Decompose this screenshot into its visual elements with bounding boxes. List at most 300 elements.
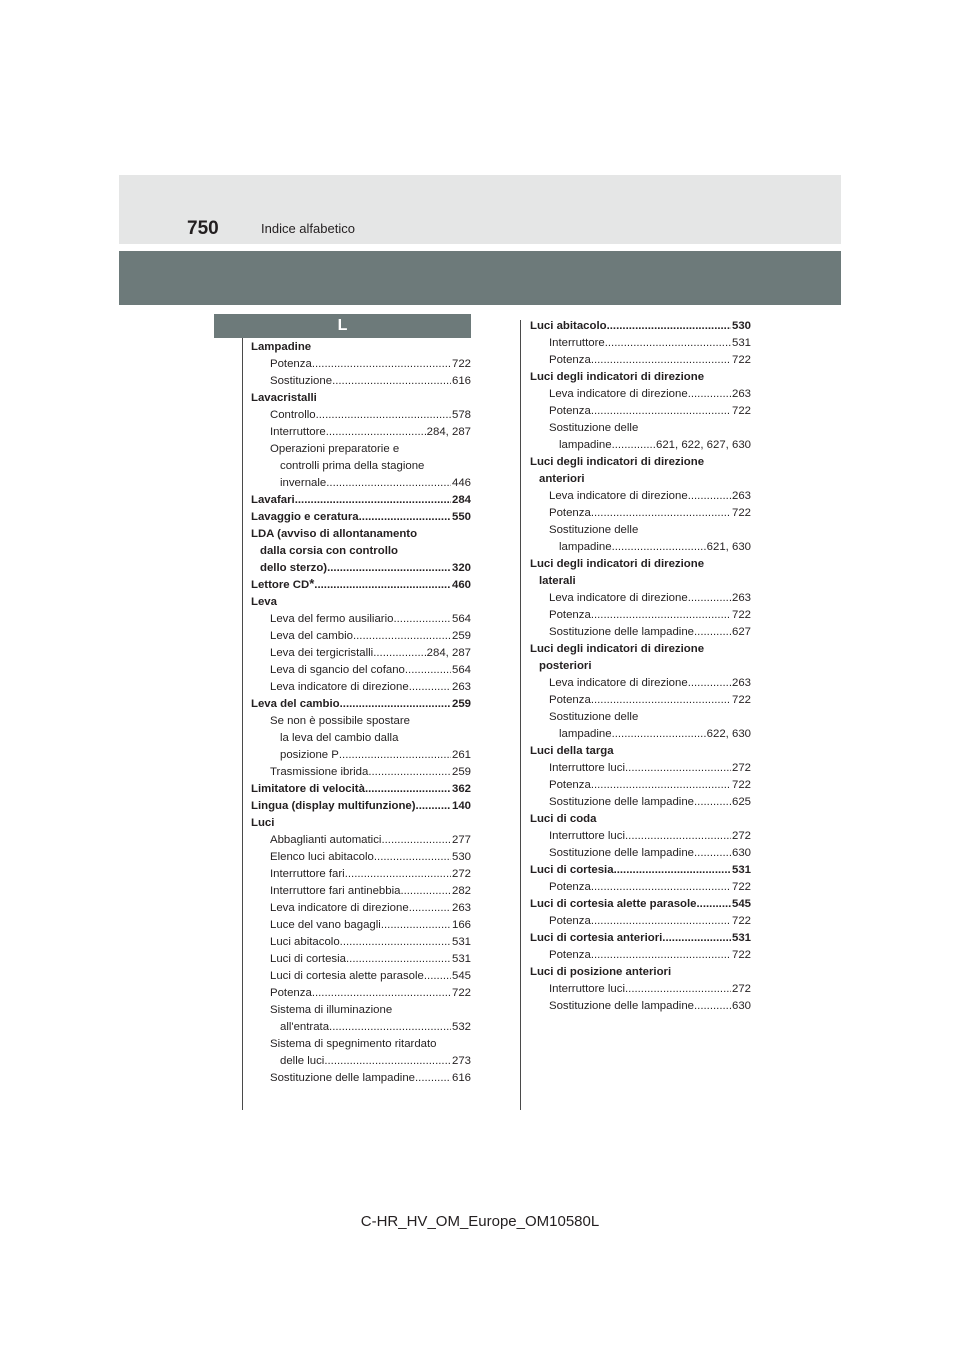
page-reference: 446 xyxy=(451,477,471,489)
entry-text: Leva del cambio xyxy=(251,698,340,710)
index-entry xyxy=(530,896,751,913)
index-entry xyxy=(530,607,751,624)
page-reference: 564 xyxy=(451,664,471,676)
entry-text: Interruttore luci xyxy=(549,830,625,842)
index-entry xyxy=(251,475,471,492)
index-entry xyxy=(530,981,751,998)
dot-leader xyxy=(353,628,451,645)
entry-text: Sistema di illuminazione xyxy=(270,1004,393,1016)
entry-text: Interruttore fari xyxy=(270,868,345,880)
page-reference: 621, 622, 627, 630 xyxy=(655,439,751,451)
dot-leader xyxy=(359,509,451,526)
entry-text: Luci di cortesia alette parasole xyxy=(530,898,697,910)
page-reference: 722 xyxy=(731,354,751,366)
page-reference: 531 xyxy=(731,864,751,876)
dot-leader xyxy=(340,934,451,951)
page-reference: 166 xyxy=(451,919,471,931)
dot-leader xyxy=(326,475,451,492)
entry-text: Potenza xyxy=(549,915,591,927)
index-entry xyxy=(251,832,471,849)
index-entry xyxy=(530,624,751,641)
index-entry xyxy=(530,369,751,386)
index-entry xyxy=(530,386,751,403)
entry-text: Potenza xyxy=(549,507,591,519)
page-reference: 284, 287 xyxy=(426,426,471,438)
column-rule-middle xyxy=(520,320,521,1110)
dot-leader xyxy=(405,662,451,679)
entry-text: Elenco luci abitacolo xyxy=(270,851,374,863)
entry-text: Luci di coda xyxy=(530,813,597,825)
dot-leader xyxy=(381,832,451,849)
page-reference: 277 xyxy=(451,834,471,846)
entry-text: Lingua (display multifunzione) xyxy=(251,800,416,812)
dot-leader xyxy=(694,845,731,862)
entry-text: posizione P xyxy=(280,749,339,761)
entry-text: Leva dei tergicristalli xyxy=(270,647,374,659)
entry-text: Sostituzione delle lampadine xyxy=(549,1000,695,1012)
index-entry xyxy=(530,692,751,709)
index-entry xyxy=(530,522,751,539)
page-reference: 722 xyxy=(731,949,751,961)
index-entry xyxy=(530,352,751,369)
entry-text: Leva del cambio xyxy=(270,630,353,642)
dot-leader xyxy=(625,760,731,777)
index-entry xyxy=(530,488,751,505)
entry-text: Luci xyxy=(251,817,275,829)
index-entry xyxy=(251,849,471,866)
index-entry xyxy=(251,628,471,645)
dot-leader xyxy=(612,539,706,556)
index-entry xyxy=(251,560,471,577)
page-reference: 263 xyxy=(731,490,751,502)
entry-text: Leva del fermo ausiliario xyxy=(270,613,394,625)
entry-text: Sostituzione delle lampadine xyxy=(270,1072,416,1084)
index-entry xyxy=(530,743,751,760)
page-reference: 531 xyxy=(731,337,751,349)
entry-text: Potenza xyxy=(549,609,591,621)
dot-leader xyxy=(327,560,451,577)
index-entry xyxy=(251,662,471,679)
entry-text: dello sterzo) xyxy=(260,562,328,574)
index-entry xyxy=(251,900,471,917)
dot-leader xyxy=(329,1019,451,1036)
index-entry xyxy=(530,998,751,1015)
entry-text: Interruttore luci xyxy=(549,983,625,995)
entry-text: Luci degli indicatori di direzione xyxy=(530,371,705,383)
entry-text: Sostituzione delle xyxy=(549,524,639,536)
index-entry xyxy=(530,913,751,930)
page-reference: 722 xyxy=(731,915,751,927)
index-entry xyxy=(251,424,471,441)
entry-text: Luci degli indicatori di direzione xyxy=(530,456,705,468)
entry-text: lampadine xyxy=(559,439,612,451)
page-reference: 261 xyxy=(451,749,471,761)
dot-leader xyxy=(591,777,731,794)
index-entry xyxy=(251,1002,471,1019)
index-entry xyxy=(530,709,751,726)
dot-leader xyxy=(365,781,451,798)
entry-text: Limitatore di velocità xyxy=(251,783,365,795)
index-entry xyxy=(530,794,751,811)
page-reference: 616 xyxy=(451,375,471,387)
index-entry xyxy=(251,1019,471,1036)
index-entry xyxy=(251,492,471,509)
index-entry xyxy=(530,556,751,573)
dot-leader xyxy=(374,849,451,866)
entry-text: Leva indicatore di direzione xyxy=(549,592,688,604)
index-entry xyxy=(530,726,751,743)
dot-leader xyxy=(688,488,731,505)
page-reference: 272 xyxy=(731,983,751,995)
dot-leader xyxy=(605,335,731,352)
page-reference: 284, 287 xyxy=(426,647,471,659)
entry-text: lampadine xyxy=(559,541,612,553)
index-entry xyxy=(530,505,751,522)
page-reference: 531 xyxy=(731,932,751,944)
dot-leader xyxy=(662,930,731,947)
index-entry xyxy=(530,760,751,777)
index-entry xyxy=(251,1053,471,1070)
footer-code: C-HR_HV_OM_Europe_OM10580L xyxy=(360,1213,600,1230)
header-band xyxy=(119,175,841,244)
index-entry xyxy=(251,390,471,407)
page-reference: 263 xyxy=(451,902,471,914)
page-reference: 625 xyxy=(731,796,751,808)
index-entry xyxy=(251,645,471,662)
entry-text: Leva indicatore di direzione xyxy=(549,677,688,689)
dot-leader xyxy=(591,352,731,369)
index-entry xyxy=(530,862,751,879)
dot-leader xyxy=(614,862,731,879)
entry-text: Potenza xyxy=(549,881,591,893)
entry-text: Luci degli indicatori di direzione xyxy=(530,558,705,570)
page-reference: 282 xyxy=(451,885,471,897)
entry-text: Luci abitacolo xyxy=(530,320,607,332)
entry-text: invernale xyxy=(280,477,327,489)
page-reference: 722 xyxy=(451,987,471,999)
page-reference: 140 xyxy=(451,800,471,812)
index-entry xyxy=(530,403,751,420)
entry-text: Controllo xyxy=(270,409,316,421)
entry-text: Luci di cortesia anteriori xyxy=(530,932,663,944)
dot-leader xyxy=(688,675,731,692)
entry-text: Potenza xyxy=(549,405,591,417)
index-entry xyxy=(530,437,751,454)
page-reference: 722 xyxy=(731,694,751,706)
entry-text: Interruttore xyxy=(270,426,326,438)
index-entry xyxy=(251,543,471,560)
page-reference: 578 xyxy=(451,409,471,421)
dot-leader xyxy=(591,692,731,709)
page-reference: 272 xyxy=(731,830,751,842)
index-entry xyxy=(251,509,471,526)
index-entry xyxy=(530,573,751,590)
index-entry xyxy=(251,339,471,356)
dot-leader xyxy=(368,764,451,781)
index-entry xyxy=(251,1036,471,1053)
page-title: Indice alfabetico xyxy=(261,221,355,236)
page-reference: 272 xyxy=(451,868,471,880)
entry-text: Leva xyxy=(251,596,277,608)
index-entry xyxy=(251,798,471,815)
index-entry xyxy=(251,679,471,696)
entry-text: Luci di cortesia xyxy=(530,864,614,876)
index-entry xyxy=(251,764,471,781)
index-entry xyxy=(530,420,751,437)
page-reference: 263 xyxy=(731,388,751,400)
page-reference: 530 xyxy=(451,851,471,863)
entry-text: Sostituzione delle xyxy=(549,711,639,723)
page-reference: 320 xyxy=(451,562,471,574)
dot-leader xyxy=(295,492,451,509)
dot-leader xyxy=(400,883,451,900)
page-reference: 259 xyxy=(451,698,471,710)
index-entry xyxy=(530,828,751,845)
dot-leader xyxy=(591,505,731,522)
index-entry xyxy=(530,947,751,964)
dot-leader xyxy=(409,679,451,696)
entry-text: Interruttore luci xyxy=(549,762,625,774)
index-entry xyxy=(530,930,751,947)
index-entry xyxy=(251,441,471,458)
dot-leader xyxy=(346,951,451,968)
entry-text: Luci di cortesia alette parasole xyxy=(270,970,424,982)
dot-leader xyxy=(314,577,451,594)
entry-text: Potenza xyxy=(270,987,312,999)
entry-text: Luci degli indicatori di direzione xyxy=(530,643,705,655)
index-entry xyxy=(251,407,471,424)
page-reference: 630 xyxy=(731,847,751,859)
entry-text: Lettore CD xyxy=(251,579,310,591)
section-letter-tab xyxy=(214,314,471,338)
page-reference: 621, 630 xyxy=(706,541,751,553)
index-entry xyxy=(251,458,471,475)
entry-text: LDA (avviso di allontanamento xyxy=(251,528,418,540)
dot-leader xyxy=(612,437,655,454)
dot-leader xyxy=(339,747,451,764)
page-reference: 722 xyxy=(451,358,471,370)
dot-leader xyxy=(393,611,451,628)
dot-leader xyxy=(625,981,731,998)
entry-text: Potenza xyxy=(549,354,591,366)
entry-text: Luci abitacolo xyxy=(270,936,340,948)
index-entry xyxy=(530,318,751,335)
index-entry xyxy=(251,696,471,713)
entry-text: Sostituzione delle lampadine xyxy=(549,847,695,859)
entry-text: Luci di cortesia xyxy=(270,953,346,965)
entry-text: Potenza xyxy=(549,779,591,791)
entry-text: Luci della targa xyxy=(530,745,614,757)
page-reference: 722 xyxy=(731,507,751,519)
index-entry xyxy=(251,934,471,951)
index-entry xyxy=(530,641,751,658)
page-reference: 460 xyxy=(451,579,471,591)
dot-leader xyxy=(324,1053,451,1070)
section-band xyxy=(119,251,841,305)
entry-text: Leva indicatore di direzione xyxy=(549,490,688,502)
entry-text: Sostituzione delle xyxy=(549,422,639,434)
section-letter: L xyxy=(337,317,348,334)
page-reference: 531 xyxy=(451,936,471,948)
index-entry xyxy=(530,454,751,471)
dot-leader xyxy=(373,645,425,662)
entry-text: anteriori xyxy=(539,473,585,485)
entry-text: dalla corsia con controllo xyxy=(260,545,398,557)
index-entry xyxy=(251,917,471,934)
dot-leader xyxy=(326,424,426,441)
dot-leader xyxy=(409,900,451,917)
entry-text: controlli prima della stagione xyxy=(280,460,425,472)
index-entry xyxy=(530,539,751,556)
index-entry xyxy=(251,730,471,747)
index-entry xyxy=(530,845,751,862)
page-reference: 530 xyxy=(731,320,751,332)
entry-text: lampadine xyxy=(559,728,612,740)
index-entry xyxy=(251,815,471,832)
page-reference: 564 xyxy=(451,613,471,625)
page-reference: 362 xyxy=(451,783,471,795)
dot-leader xyxy=(607,318,731,335)
entry-text: Sostituzione delle lampadine xyxy=(549,626,695,638)
page-reference: 545 xyxy=(451,970,471,982)
entry-text: Se non è possibile spostare xyxy=(270,715,410,727)
entry-text: Interruttore fari antinebbia xyxy=(270,885,401,897)
page-reference: 531 xyxy=(451,953,471,965)
page-reference: 722 xyxy=(731,609,751,621)
index-entry xyxy=(251,866,471,883)
page-reference: 722 xyxy=(731,881,751,893)
page-reference: 272 xyxy=(731,762,751,774)
entry-text: Potenza xyxy=(270,358,312,370)
entry-text: Lampadine xyxy=(251,341,312,353)
dot-leader xyxy=(424,968,451,985)
dot-leader xyxy=(694,794,731,811)
dot-leader xyxy=(415,1070,451,1087)
dot-leader xyxy=(591,607,731,624)
page-reference: 532 xyxy=(451,1021,471,1033)
index-entry xyxy=(530,675,751,692)
index-entry xyxy=(251,968,471,985)
dot-leader xyxy=(316,407,451,424)
index-entry xyxy=(530,777,751,794)
dot-leader xyxy=(625,828,731,845)
entry-text: Lavaggio e ceratura xyxy=(251,511,359,523)
entry-text: laterali xyxy=(539,575,576,587)
index-entry xyxy=(251,594,471,611)
index-entry xyxy=(251,1070,471,1087)
entry-text: Potenza xyxy=(549,694,591,706)
entry-text: Sostituzione xyxy=(270,375,333,387)
entry-text: Potenza xyxy=(549,949,591,961)
dot-leader xyxy=(591,879,731,896)
entry-text: Operazioni preparatorie e xyxy=(270,443,400,455)
page-number: 750 xyxy=(187,218,219,239)
index-entry xyxy=(251,985,471,1002)
entry-text: delle luci xyxy=(280,1055,325,1067)
page-reference: 259 xyxy=(451,766,471,778)
index-entry xyxy=(251,611,471,628)
index-entry xyxy=(251,713,471,730)
column-rule-left xyxy=(242,338,243,1110)
page-reference: 273 xyxy=(451,1055,471,1067)
entry-text: Sostituzione delle lampadine xyxy=(549,796,695,808)
page-reference: 722 xyxy=(731,405,751,417)
page-reference: 263 xyxy=(451,681,471,693)
dot-leader xyxy=(694,624,731,641)
index-entry xyxy=(530,471,751,488)
entry-text: Leva di sgancio del cofano xyxy=(270,664,405,676)
index-entry xyxy=(530,658,751,675)
entry-text: all'entrata xyxy=(280,1021,330,1033)
page-reference: 545 xyxy=(731,898,751,910)
dot-leader xyxy=(416,798,451,815)
index-entry xyxy=(251,781,471,798)
entry-text: Trasmissione ibrida xyxy=(270,766,369,778)
index-entry xyxy=(530,964,751,981)
page-reference: 550 xyxy=(451,511,471,523)
dot-leader xyxy=(697,896,731,913)
entry-text: Luci di posizione anteriori xyxy=(530,966,672,978)
entry-text: Leva indicatore di direzione xyxy=(270,902,409,914)
dot-leader xyxy=(688,386,731,403)
dot-leader xyxy=(312,985,451,1002)
dot-leader xyxy=(688,590,731,607)
index-entry xyxy=(251,526,471,543)
entry-text: Abbaglianti automatici xyxy=(270,834,382,846)
entry-text: Luce del vano bagagli xyxy=(270,919,381,931)
page-reference: 284 xyxy=(451,494,471,506)
page-reference: 622, 630 xyxy=(706,728,751,740)
dot-leader xyxy=(591,947,731,964)
index-entry xyxy=(530,879,751,896)
index-entry xyxy=(251,951,471,968)
dot-leader xyxy=(340,696,451,713)
page-reference: 263 xyxy=(731,677,751,689)
page-reference: 630 xyxy=(731,1000,751,1012)
dot-leader xyxy=(591,913,731,930)
page-reference: 259 xyxy=(451,630,471,642)
dot-leader xyxy=(694,998,731,1015)
dot-leader xyxy=(612,726,706,743)
dot-leader xyxy=(381,917,451,934)
entry-text: Lavafari xyxy=(251,494,295,506)
entry-text: Interruttore xyxy=(549,337,605,349)
entry-text: Sistema di spegnimento ritardato xyxy=(270,1038,437,1050)
index-entry xyxy=(251,373,471,390)
page-reference: 627 xyxy=(731,626,751,638)
page-reference: 263 xyxy=(731,592,751,604)
entry-text: Leva indicatore di direzione xyxy=(270,681,409,693)
index-entry xyxy=(251,356,471,373)
dot-leader xyxy=(345,866,451,883)
index-entry xyxy=(251,747,471,764)
entry-text: posteriori xyxy=(539,660,592,672)
dot-leader xyxy=(312,356,451,373)
page-reference: 722 xyxy=(731,779,751,791)
entry-text: Leva indicatore di direzione xyxy=(549,388,688,400)
index-column-right xyxy=(530,318,751,1015)
page-reference: 616 xyxy=(451,1072,471,1084)
dot-leader xyxy=(591,403,731,420)
entry-text: Lavacristalli xyxy=(251,392,317,404)
index-entry xyxy=(251,883,471,900)
index-entry xyxy=(530,590,751,607)
index-column-left xyxy=(251,339,471,1087)
dot-leader xyxy=(332,373,451,390)
entry-text: la leva del cambio dalla xyxy=(280,732,399,744)
index-entry xyxy=(530,335,751,352)
index-entry: Lettore CD * ..... 460 xyxy=(251,577,471,594)
